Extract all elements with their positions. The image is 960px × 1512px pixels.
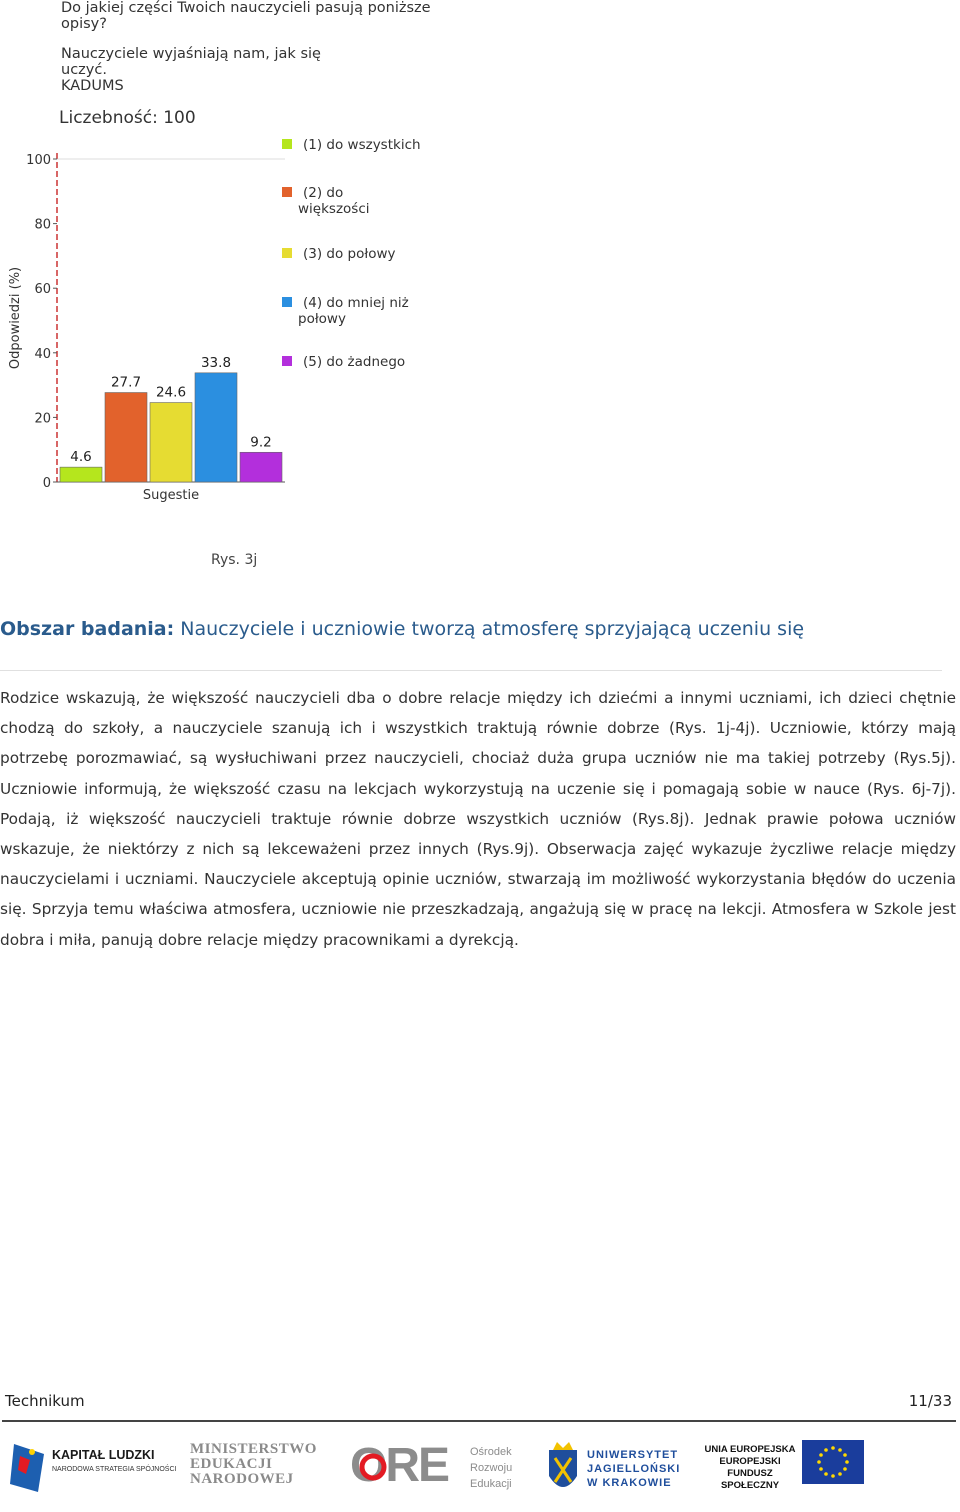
survey-chart [0,0,460,510]
y-tick-label: 100 [26,153,51,168]
y-tick-label: 20 [34,411,51,427]
legend-swatch [282,356,292,366]
bar-value-label: 33.8 [200,354,232,371]
legend-swatch [282,139,292,149]
uj-line2: JAGIELLOŃSKI [587,1463,681,1475]
figure-caption: Rys. 3j [211,552,258,568]
section-title: Nauczyciele i uczniowie tworzą atmosferę sprzyjającą uczeniu się [174,618,805,640]
ministerstwo-line1: MINISTERSTWO [190,1441,317,1457]
ore-logo [350,1430,530,1506]
bar-value-label: 27.7 [110,374,142,391]
uj-line1: UNIWERSYTET [587,1449,679,1461]
ore-line1: Ośrodek [470,1446,512,1458]
bar-chart-canvas [0,0,460,510]
body-paragraph [0,683,956,955]
chart-subtitle-line1: Nauczyciele wyjaśniają nam, jak się [61,46,321,62]
chart-subtitle-line2: uczyć. [61,62,107,78]
ministerstwo-logo [190,1430,320,1506]
bar-value-label: 9.2 [250,434,272,451]
uj-crest-icon [545,1440,581,1500]
legend-label: (4) do mniej niż [303,295,409,311]
y-tick-label: 0 [42,476,51,491]
ore-wordmark: ORE [350,1439,449,1492]
chart-title: Do jakiej części Twoich nauczycieli pasują poniższe opisy? [61,0,431,32]
sponsor-logos [0,1430,960,1510]
y-tick-label: 60 [34,282,51,298]
legend-label: (1) do wszystkich [303,137,421,153]
ministerstwo-line3: NARODOWEJ [190,1471,294,1487]
bar-value-label: 24.6 [155,384,187,401]
body-text: Rodzice wskazują, że większość nauczycieli dba o dobre relacje między ich dziećmi a innymi uczniami, ich dzieci chętnie chodzą do szkoły, a nauczyciele szanują ich i wszystkich traktują równie dobrze (Rys. 1j-4j). Uczniowie, którzy mają potrzebę porozmawiać, są wysłuchiwani przez nauczycieli, chociaż duża grupa uczniów nie ma takiej potrzeby (Rys.5j). Uczniowie informują, że większość czasu na lekcjach wykorzystują na uczenie się i pomagają sobie w nauce (Rys. 6j-7j). Podają, iż większość nauczycieli traktuje równie dobrze wszystkich uczniów (Rys.8j). Jednak prawie połowa uczniów wskazuje, że niektórzy z nich są lekceważeni przez innych (Rys.9j). Obserwacja zajęć wykazuje życzliwe relacje między nauczycielami i uczniami. Nauczyciele akceptują opinie uczniów, stwarzają im możliwość wykorzystania błędów do uczenia się. Sprzyja temu właściwa atmosfera, uczniowie nie przeszkadzają, angażują się w pracę na lekcji. Atmosfera w Szkole jest dobra i miła, panują dobre relacje między pracownikami a dyrekcją. [0,689,956,949]
ore-ring-icon [358,1452,388,1482]
kapital-ludzki-title: KAPITAŁ LUDZKI [52,1448,155,1462]
bar [240,452,282,482]
y-tick-label: 40 [34,346,51,362]
section-label: Obszar badania: [0,618,175,640]
legend-swatch [282,248,292,258]
chart-subtitle-line3: KADUMS [61,78,124,94]
legend-label: (5) do żadnego [303,354,406,370]
eu-line3: FUNDUSZ SPOŁECZNY [720,1468,780,1491]
legend-swatch [282,297,292,307]
footer-school-type: Technikum [5,1392,85,1410]
ore-line2: Rozwoju [470,1462,513,1474]
legend-label-line2: większości [298,201,370,217]
legend-swatch [282,187,292,197]
legend-label: (3) do połowy [303,246,396,262]
bar [60,467,102,482]
section-divider [0,670,942,671]
eu-line1: UNIA EUROPEJSKA [704,1444,796,1455]
chart-count-label: Liczebność: 100 [59,108,196,128]
y-tick-label: 80 [34,217,51,233]
eu-flag-icon [802,1440,864,1484]
kapital-ludzki-subtitle: NARODOWA STRATEGIA SPÓJNOŚCI [52,1466,177,1473]
bar [105,393,147,482]
eu-logo [702,1430,872,1506]
bar [150,403,192,482]
legend-label-line2: połowy [298,311,346,327]
ore-line3: Edukacji [470,1478,512,1490]
bar [195,373,237,482]
eu-line2: EUROPEJSKI [719,1456,781,1467]
uj-line3: W KRAKOWIE [587,1477,672,1489]
ministerstwo-line2: EDUKACJI [190,1456,273,1472]
x-axis-label: Sugestie [142,488,200,503]
footer-divider [2,1420,956,1422]
footer-page-number: 11/33 [908,1392,952,1410]
bar-value-label: 4.6 [70,449,92,466]
legend-label: (2) do [303,185,344,201]
kapital-ludzki-logo [8,1430,178,1506]
uj-logo [545,1430,685,1506]
section-heading [0,618,804,640]
y-axis-label: Odpowiedzi (%) [8,266,23,370]
kapital-ludzki-flag-icon [8,1440,48,1496]
